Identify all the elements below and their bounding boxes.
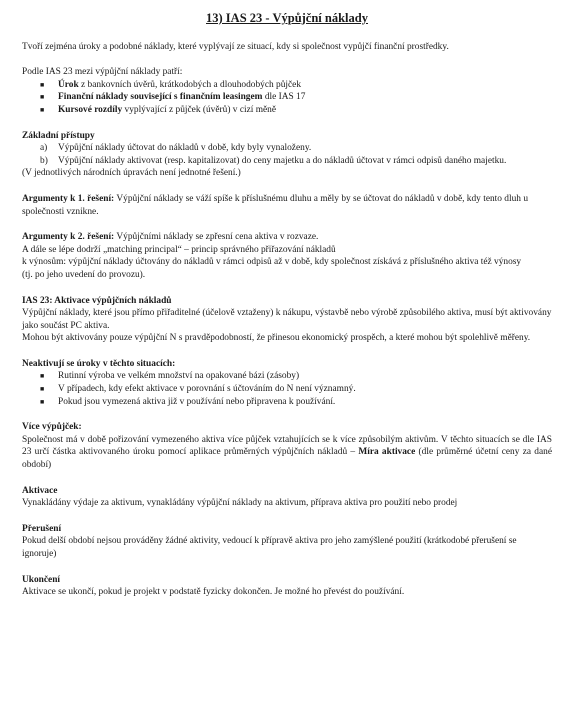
multiple-loans-text: Společnost má v době pořizování vymezeného aktiva více půjček vztahujících se k více způsobilým aktivům. V těchto situacích se dle IAS 23 určí částka aktivovaného úroku pomocí aplikace průměrných výpůjčních nákladů – Míra aktivace (dle průměrné účetní ceny za dané období) [22, 434, 552, 471]
list-item: a) Výpůjční náklady účtovat do nákladů v době, kdy byly vynaloženy. [40, 143, 312, 154]
approaches-note: (V jednotlivých národních úpravách není jednotné řešení.) [22, 168, 241, 179]
arguments-2-line: (tj. po jeho uvedení do provozu). [22, 269, 146, 280]
bullet-icon: ■ [40, 372, 45, 381]
arguments-1: Argumenty k 1. řešení: Výpůjční náklady se váží spíše k příslušnému dluhu a měly by se účtovat do nákladů v době, kdy tento dluh u společnosti vznikne. [22, 193, 529, 217]
approaches-heading: Základní přístupy [22, 130, 95, 141]
not-activated-list [22, 370, 552, 408]
list-item: ■ V případech, kdy efekt aktivace v porovnání s účtováním do N není významný. [40, 384, 356, 395]
bullet-icon: ■ [40, 80, 45, 89]
page-title: 13) IAS 23 - Výpůjční náklady [206, 11, 368, 25]
includes-heading: Podle IAS 23 mezi výpůjční náklady patří: [22, 67, 183, 78]
ukonceni-heading: Ukončení [22, 574, 61, 585]
bullet-icon: ■ [40, 105, 45, 114]
aktivace-heading: Aktivace [22, 485, 58, 496]
aktivace-text: Vynakládány výdaje za aktivum, vynakládány výpůjční náklady na aktivum, příprava aktiva pro použití nebo prodej [22, 498, 458, 509]
multiple-loans-heading: Více výpůjček: [22, 422, 82, 433]
preruseni-text: Pokud delší období nejsou prováděny žádné aktivity, vedoucí k přípravě aktiva pro jeho zamýšlené použití (krátkodobé přerušení se ignoruje) [22, 536, 517, 559]
bullet-icon: ■ [40, 397, 45, 406]
activation-text: Výpůjční náklady, které jsou přímo přiřaditelné (účelově vztaženy) k nákupu, výstavbě nebo výrobě způsobilého aktiva, musí být aktivovány jako součást PC aktiva. [22, 308, 552, 331]
ukonceni-text: Aktivace se ukončí, pokud je projekt v podstatě fyzicky dokončen. Je možné ho převést do používání. [22, 587, 405, 598]
activation-heading: IAS 23: Aktivace výpůjčních nákladů [22, 295, 172, 306]
arguments-2-line: A dále se lépe dodrží „matching principal“ – princip správného přiřazování nákladů [22, 244, 336, 255]
bullet-icon: ■ [40, 93, 45, 102]
not-activated-heading: Neaktivují se úroky v těchto situacích: [22, 358, 176, 369]
preruseni-heading: Přerušení [22, 523, 62, 534]
bullet-icon: ■ [40, 385, 45, 394]
list-item: ■ Kursové rozdíly vyplývající z půjček (úvěrů) v cizí měně [40, 104, 277, 115]
list-item: ■ Rutinní výroba ve velkém množství na opakované bázi (zásoby) [40, 371, 300, 382]
list-item: ■ Finanční náklady související s finančním leasingem dle IAS 17 [40, 92, 306, 103]
document-page [22, 10, 552, 599]
approaches-list [22, 142, 552, 167]
arguments-2-line: k výnosům: výpůjční náklady účtovány do nákladů v rámci odpisů až v době, kdy společnost získává z příslušného aktiva též výnosy [22, 257, 522, 268]
list-item: ■ Pokud jsou vymezená aktiva již v používání nebo připravena k používání. [40, 396, 336, 407]
arguments-2: Argumenty k 2. řešení: Výpůjčními náklady se zpřesní cena aktiva v rozvaze. [22, 232, 319, 243]
includes-list [22, 79, 552, 117]
list-item: ■ Úrok z bankovních úvěrů, krátkodobých a dlouhodobých půjček [40, 79, 302, 90]
list-item: b) Výpůjční náklady aktivovat (resp. kapitalizovat) do ceny majetku a do nákladů účtovat v rámci odpisů daného majetku. [40, 155, 507, 166]
intro-paragraph: Tvoří zejména úroky a podobné náklady, které vyplývají ze situací, kdy si společnost vypůjčí finanční prostředky. [22, 41, 449, 52]
activation-text: Mohou být aktivovány pouze výpůjční N s pravděpodobností, že přinesou ekonomický prospěch, a které mohou být spolehlivě měřeny. [22, 333, 531, 344]
